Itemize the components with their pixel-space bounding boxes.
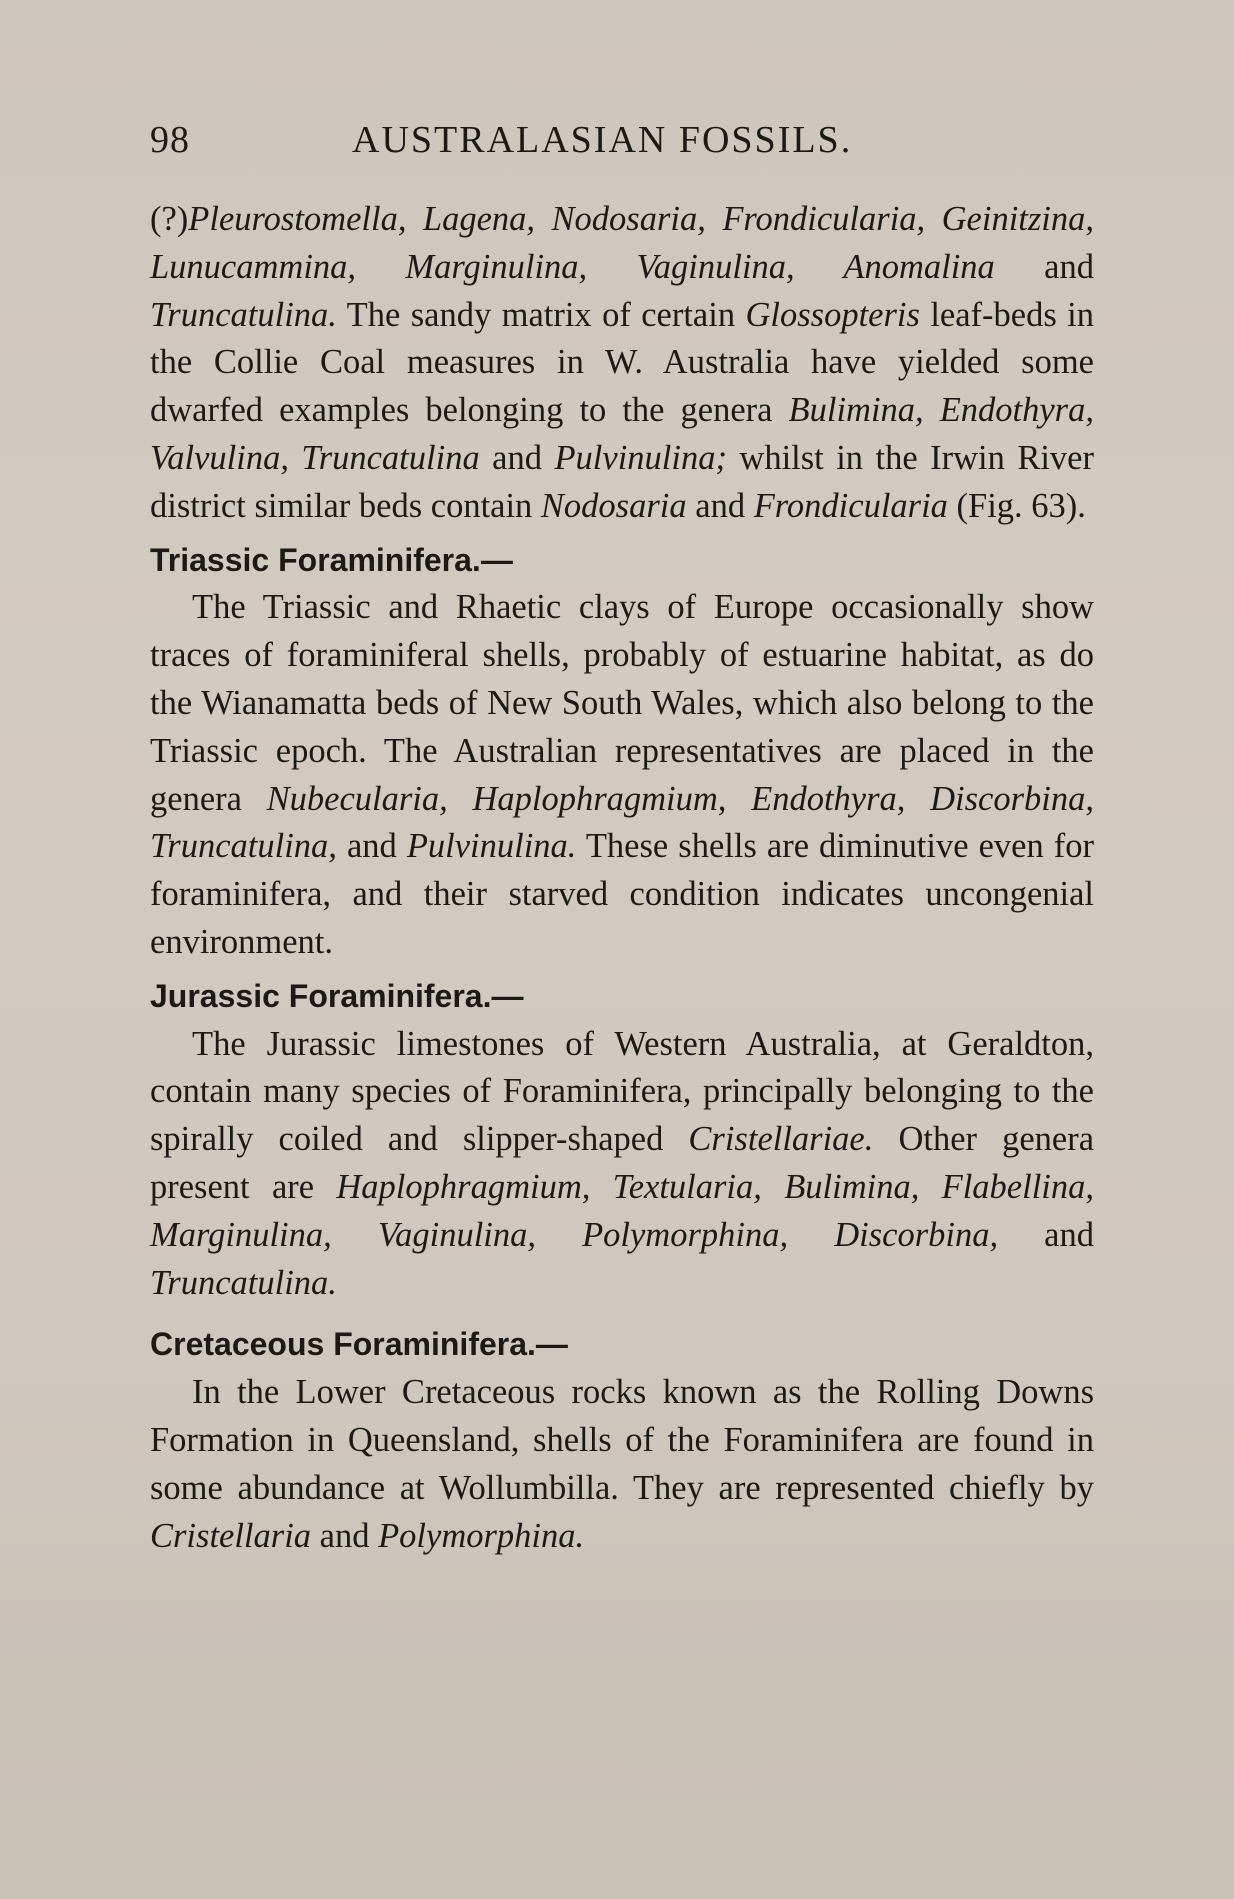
- page-number: 98: [150, 119, 190, 161]
- genus-name: Truncatulina.: [150, 295, 337, 334]
- cretaceous-heading: Cretaceous Foraminifera.—: [150, 1326, 568, 1363]
- genus-name: Glossopteris: [745, 295, 920, 334]
- cretaceous-paragraph: In the Lower Cretaceous rocks known as the Rolling Downs Formation in Queensland, shells of the Foraminifera are found in some abundance at Wollumbilla. They are represented chiefly by Cristellaria and Polymorphina.: [150, 1373, 1094, 1555]
- genus-list: Pleurostomella, Lagena, Nodosaria, Frondicularia, Geinitzina, Lunucammina, Marginulina, Vaginulina, Anomalina: [150, 200, 1094, 286]
- genus-list: Bulimina, Endothyra, Valvulina, Truncatulina: [150, 391, 1094, 477]
- jurassic-heading: Jurassic Foraminifera.—: [150, 977, 524, 1014]
- continuation-paragraph: (?)Pleurostomella, Lagena, Nodosaria, Frondicularia, Geinitzina, Lunucammina, Marginulina, Vaginulina, Anomalina and Truncatulina. The sandy matrix of certain Glossopteris leaf-beds in the Collie Coal measures in W. Australia have yielded some dwarfed examples belonging to the genera Bulimina, Endothyra, Valvulina, Truncatulina and Pulvinulina; whilst in the Irwin River district similar beds contain Nodosaria and Frondicularia (Fig. 63).: [150, 200, 1094, 525]
- genus-list: Nubecularia, Haplophragmium, Endothyra, Discorbina, Truncatulina,: [150, 779, 1094, 866]
- genus-name: Cristellariae.: [688, 1120, 874, 1159]
- page-header: [150, 118, 894, 168]
- page-body: [150, 196, 1094, 1560]
- genus-name: Pulvinulina;: [554, 438, 727, 477]
- running-title: AUSTRALASIAN FOSSILS.: [352, 119, 853, 161]
- genus-name: Nodosaria: [540, 486, 687, 525]
- triassic-heading: Triassic Foraminifera.—: [150, 541, 513, 578]
- triassic-paragraph: The Triassic and Rhaetic clays of Europe occasionally show traces of foraminiferal shells, probably of estuarine habitat, as do the Wianamatta beds of New South Wales, which also belong to the Triassic epoch. The Australian representatives are placed in the genera Nubecularia, Haplophragmium, Endothyra, Discorbina, Truncatulina, and Pulvinulina. These shells are diminutive even for foraminifera, and their starved condition indicates uncongenial environment.: [150, 588, 1094, 961]
- genus-name: Truncatulina.: [150, 1263, 337, 1302]
- genus-name: Pulvinulina.: [406, 827, 577, 866]
- genus-name: Frondicularia: [753, 486, 948, 525]
- genus-name: Polymorphina.: [378, 1516, 585, 1555]
- genus-name: Cristellaria: [150, 1516, 312, 1555]
- genus-list: Haplophragmium, Textularia, Bulimina, Flabellina, Marginulina, Vaginulina, Polymorphina, Discorbina,: [150, 1167, 1094, 1254]
- jurassic-paragraph: The Jurassic limestones of Western Australia, at Geraldton, contain many species of Foraminifera, principally belonging to the spirally coiled and slipper-shaped Cristellariae. Other genera present are Haplophragmium, Textularia, Bulimina, Flabellina, Marginulina, Vaginulina, Polymorphina, Discorbina, and Truncatulina.: [150, 1024, 1095, 1302]
